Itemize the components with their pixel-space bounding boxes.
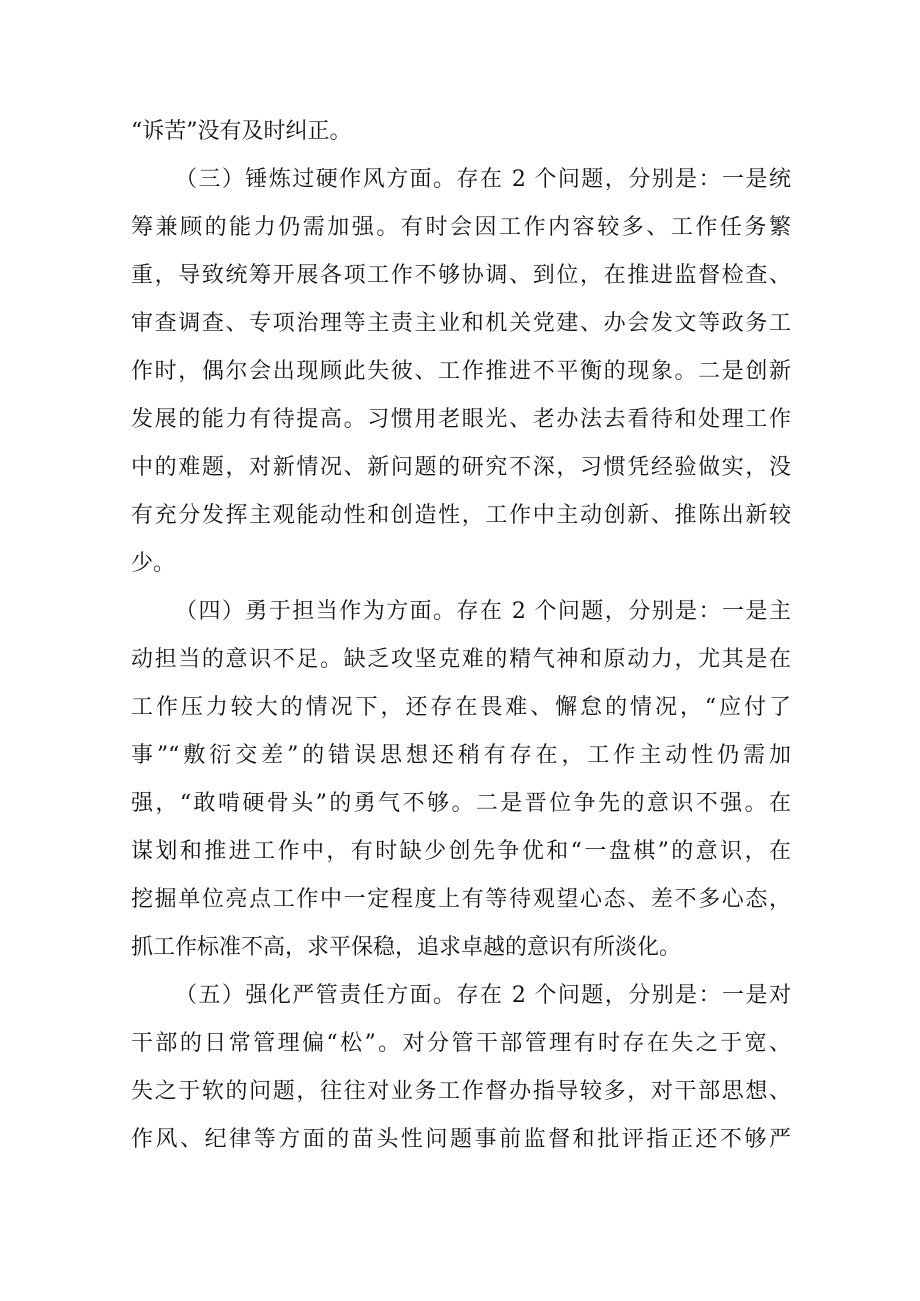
document-body [131, 108, 791, 1164]
paragraph-continuation [131, 108, 791, 156]
text-line: （四）勇于担当作为方面。存在 2 个问题，分别是：一是主 [175, 599, 791, 624]
text-line: 中的难题，对新情况、新问题的研究不深，习惯凭经验做实，没 [131, 455, 791, 480]
text-line: 筹兼顾的能力仍需加强。有时会因工作内容较多、工作任务繁 [131, 215, 791, 240]
text-line: 强，“敢啃硬骨头”的勇气不够。二是晋位争先的意识不强。在 [131, 791, 791, 816]
text-line: 事”“敷衍交差”的错误思想还稍有存在，工作主动性仍需加 [131, 743, 791, 768]
text-line: 工作压力较大的情况下，还存在畏难、懈怠的情况，“应付了 [131, 695, 791, 720]
text-line: 作时，偶尔会出现顾此失彼、工作推进不平衡的现象。二是创新 [131, 359, 791, 384]
text-line: 抓工作标准不高，求平保稳，追求卓越的意识有所淡化。 [131, 935, 682, 960]
text-line: 干部的日常管理偏“松”。对分管干部管理有时存在失之于宽、 [131, 1031, 791, 1056]
text-line: 失之于软的问题，往往对业务工作督办指导较多，对干部思想、 [131, 1079, 791, 1104]
text-line: （五）强化严管责任方面。存在 2 个问题，分别是：一是对 [175, 983, 791, 1008]
text-line: 谋划和推进工作中，有时缺少创先争优和“一盘棋”的意识，在 [131, 839, 791, 864]
text-line: “诉苦”没有及时纠正。 [131, 119, 352, 144]
text-line: 作风、纪律等方面的苗头性问题事前监督和批评指正还不够严 [131, 1127, 791, 1152]
text-line: 有充分发挥主观能动性和创造性，工作中主动创新、推陈出新较 [131, 503, 791, 528]
text-line: 审查调查、专项治理等主责主业和机关党建、办会发文等政务工 [131, 311, 791, 336]
paragraph-section-4 [131, 588, 791, 972]
text-line: 重，导致统筹开展各项工作不够协调、到位，在推进监督检查、 [131, 263, 791, 288]
text-line: 发展的能力有待提高。习惯用老眼光、老办法去看待和处理工作 [131, 407, 791, 432]
text-line: 动担当的意识不足。缺乏攻坚克难的精气神和原动力，尤其是在 [131, 647, 791, 672]
paragraph-section-3 [131, 156, 791, 588]
text-line: 挖掘单位亮点工作中一定程度上有等待观望心态、差不多心态， [131, 887, 791, 912]
text-line: （三）锤炼过硬作风方面。存在 2 个问题，分别是：一是统 [175, 167, 791, 192]
paragraph-section-5 [131, 972, 791, 1164]
text-line: 少。 [131, 551, 176, 576]
